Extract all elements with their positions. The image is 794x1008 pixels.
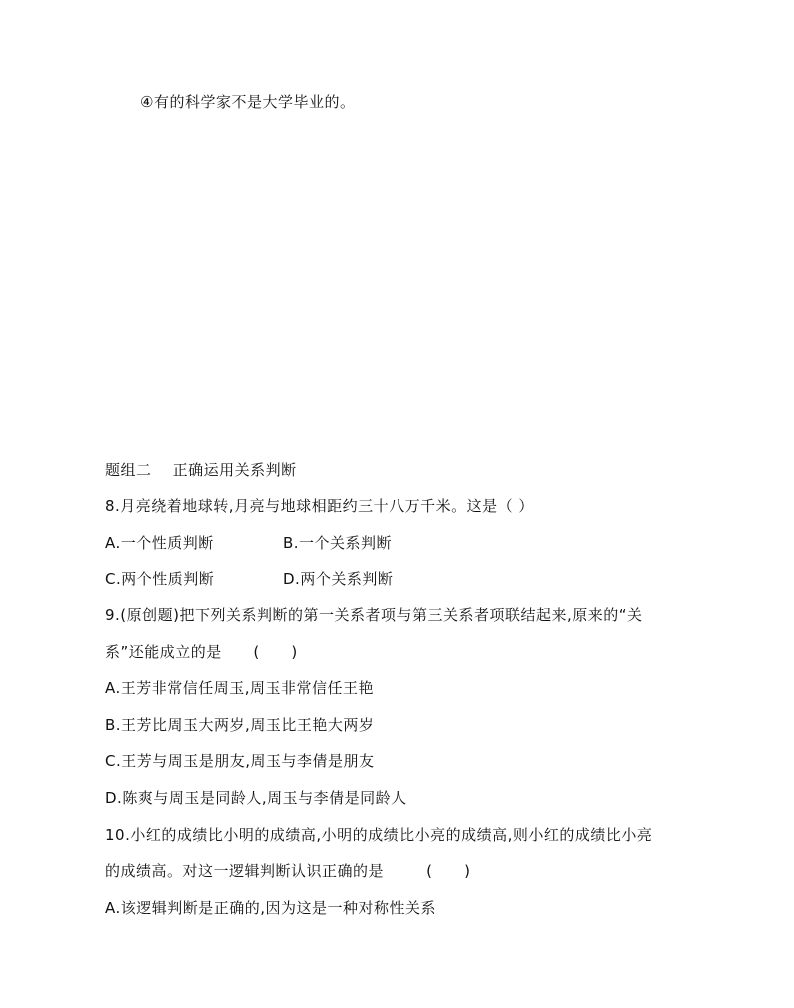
question-9-stem-line-1: 9.(原创题)把下列关系判断的第一关系者项与第三关系者项联结起来,原来的“关 — [105, 606, 643, 624]
question-9-option-d: D.陈爽与周玉是同龄人,周玉与李倩是同龄人 — [105, 789, 407, 807]
question-9-option-c: C.王芳与周玉是朋友,周玉与李倩是朋友 — [105, 752, 375, 770]
question-8-option-a: A.一个性质判断 — [105, 534, 214, 552]
question-8-option-d: D.两个关系判断 — [283, 570, 394, 588]
question-10-stem-line-1: 10.小红的成绩比小明的成绩高,小明的成绩比小亮的成绩高,则小红的成绩比小亮 — [105, 826, 653, 844]
question-10-option-a: A.该逻辑判断是正确的,因为这是一种对称性关系 — [105, 899, 437, 917]
question-8-stem: 8.月亮绕着地球转,月亮与地球相距约三十八万千米。这是（ ） — [105, 497, 534, 515]
item-4-text: ④有的科学家不是大学毕业的。 — [140, 93, 356, 111]
question-10-stem-line-2: 的成绩高。对这一逻辑判断认识正确的是 ( ) — [105, 862, 471, 880]
section-heading: 题组二 正确运用关系判断 — [105, 461, 297, 479]
question-9-option-a: A.王芳非常信任周玉,周玉非常信任王艳 — [105, 679, 375, 697]
question-9-option-b: B.王芳比周玉大两岁,周玉比王艳大两岁 — [105, 716, 375, 734]
question-8-option-c: C.两个性质判断 — [105, 570, 215, 588]
question-9-stem-line-2: 系”还能成立的是 ( ) — [105, 643, 298, 661]
question-8-option-b: B.一个关系判断 — [283, 534, 393, 552]
